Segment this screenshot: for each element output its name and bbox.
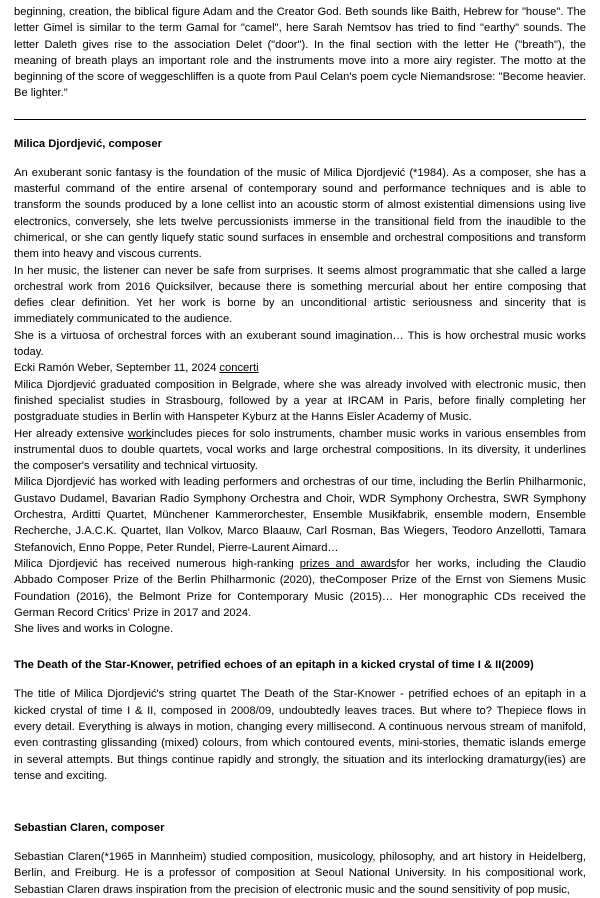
work-para-suffix: includes pieces for solo instruments, chamber music works in various ensembles from instrumental duos to double quartets, vocal works and large orchestral compositions. In its diversity, it underlines the composer's versatility and technical virtuosity. xyxy=(14,427,586,473)
paragraph: The title of Milica Djordjević's string quartet The Death of the Star-Knower - petrified echoes of an epitaph in a kicked crystal of time I & II, composed in 2008/09, undoubtedly leaves traces. But where to? Thepiece flows in every detail. Everything is always in motion, changing every millisecond. A continuous nervous stream of manifold, even contrasting glissanding (mixed) colours, from which contoured events, mini-stories, thematic islands emerge in several attempts. But things continue rapidly and strongly, the situation and its interlocking dramaturgy(ies) are tense and exciting. xyxy=(14,688,586,782)
prizes-and-awards-link[interactable]: prizes and awards xyxy=(299,557,397,570)
intro-paragraph: beginning, creation, the biblical figure Adam and the Creator God. Beth sounds like Baith, Hebrew for "house". The letter Gimel is similar to the term Gamal for "camel", here Sarah Nemtsov has tried to find "earthy" sounds. The letter Daleth gives rise to the association Delet ("door"). In the final section with the letter He ("breath"), the meaning of breath plays an important role and the instruments move into a more airy register. The motto at the beginning of the score of weggeschliffen is a quote from Paul Celan's poem cycle Niemandsrose: "Become heavier. Be lighter." xyxy=(14,6,586,100)
intro-block xyxy=(14,0,586,102)
section-heading: Sebastian Claren, composer xyxy=(14,822,165,835)
paragraph: She is a virtuosa of orchestral forces with an exuberant sound imagination… This is how orchestral music works today. xyxy=(14,329,586,359)
spacer xyxy=(14,152,586,165)
paragraph: Milica Djordjević graduated composition in Belgrade, where she was already involved with electronic music, then finished specialist studies in Strasbourg, followed by a year at IRCAM in Paris, before finally completing her postgraduate studies in Berlin with Hanspeter Kyburz at the Hanns Eisler Academy of Music. xyxy=(14,378,586,424)
section-heading: Milica Djordjević, composer xyxy=(14,137,162,150)
section-star-knower xyxy=(14,657,586,784)
work-link[interactable]: work xyxy=(127,427,152,440)
closing-paragraph: She lives and works in Cologne. xyxy=(14,623,174,636)
prizes-suffix: for her works, including the Claudio Abbado Composer Prize of the Berlin Philharmonic (2020), theComposer Prize of the Ernst von Siemens Music Foundation (2016), the Belmont Prize for Contemporary Music (2015)… Her monographic CDs received the German Record Critics' Prize in 2017 and 2024. xyxy=(14,557,586,619)
spacer xyxy=(14,784,586,804)
credit-line xyxy=(14,360,586,376)
spacer xyxy=(14,836,586,849)
spacer xyxy=(14,120,586,136)
section-sebastian-claren xyxy=(14,820,586,898)
work-para-prefix: Her already extensive xyxy=(14,427,128,440)
paragraph: Milica Djordjević has worked with leading performers and orchestras of our time, including the Berlin Philharmonic, Gustavo Dudamel, Bavarian Radio Symphony Orchestra and Choir, WDR Symphony Orchestra, SWR Symphony Orchestra, Arditti Quartet, Münchener Kammerorchester, Ensemble Musikfabrik, ensemble modern, Ensemble Recherche, J.A.C.K. Quartet, Ilan Volkov, Marco Blaauw, Carl Rosman, Bas Wiegers, Teodoro Anzellotti, Tamara Stefanovich, Enno Poppe, Peter Rundel, Pierre-Laurent Aimard… xyxy=(14,476,586,554)
spacer xyxy=(14,637,586,657)
credit-text: Ecki Ramón Weber, September 11, 2024 xyxy=(14,362,220,375)
prizes-prefix: Milica Djordjević has received numerous high-ranking xyxy=(14,557,300,570)
spacer xyxy=(14,673,586,686)
work-paragraph xyxy=(14,426,586,475)
spacer xyxy=(14,804,586,820)
concerti-link[interactable]: concerti xyxy=(219,362,259,375)
prizes-paragraph xyxy=(14,556,586,621)
paragraph: In her music, the listener can never be safe from surprises. It seems almost programmatic that she called a large orchestral work from 2016 Quicksilver, because there is something mercurial about her entire composing that defies clear definition. Yet her work is borne by an unconditional artistic seriousness and sincerity that is immediately communicated to the audience. xyxy=(14,264,586,326)
paragraph: Sebastian Claren(*1965 in Mannheim) studied composition, musicology, philosophy, and art history in Heidelberg, Berlin, and Freiburg. He is a professor of composition at Seoul National University. In his compositional work, Sebastian Claren draws inspiration from the precision of electronic music and the sound sensitivity of pop music, xyxy=(14,851,586,896)
section-heading: The Death of the Star-Knower, petrified echoes of an epitaph in a kicked crystal of time I & II(2009) xyxy=(14,659,534,672)
section-milica-djordjevic xyxy=(14,136,586,638)
paragraph: An exuberant sonic fantasy is the foundation of the music of Milica Djordjević (*1984). As a composer, she has a masterful command of the entire arsenal of contemporary sound and performance techniques and is able to transform the sounds produced by a lone cellist into an acoustic storm of almost existential dimensions using live electronics, conversely, she lets twelve percussionists immerse in the transitional field from the inaudible to the chimerical, or she can gently liquefy static sound surfaces in ensemble and orchestral compositions and transform them into heavy and viscous currents. xyxy=(14,166,586,261)
